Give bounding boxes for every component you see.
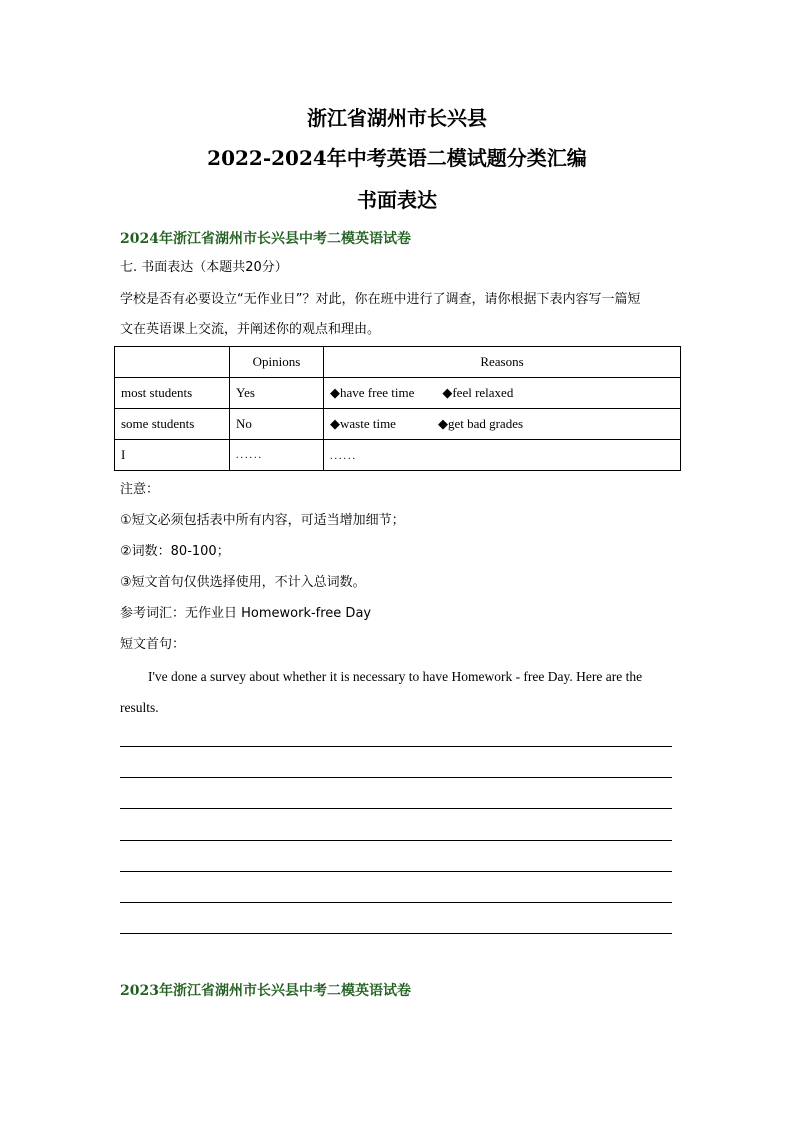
reason-2: ◆get bad grades	[437, 416, 524, 431]
reason-1: ......	[330, 451, 357, 462]
reason-1: ◆have free time	[330, 385, 415, 400]
table-header-cell	[115, 347, 230, 378]
table-row	[115, 409, 681, 440]
row-who: most students	[115, 378, 230, 409]
answer-line[interactable]	[120, 933, 672, 934]
section-heading-2024: 2024年浙江省湖州市长兴县中考二模英语试卷	[120, 231, 411, 247]
prompt-line-1: 学校是否有必要设立“无作业日”？对此，你在班中进行了调查，请你根据下表内容写一篇短	[120, 292, 641, 307]
opening-sentence-line-2: results.	[120, 700, 159, 715]
document-title-topic: 书面表达	[357, 188, 437, 212]
notes-label: 注意：	[120, 482, 160, 497]
row-reasons	[324, 409, 681, 440]
answer-line[interactable]	[120, 902, 672, 903]
opening-label: 短文首句：	[120, 637, 186, 652]
document-title-region: 浙江省湖州市长兴县	[307, 106, 487, 130]
table-header-opinions: Opinions	[230, 347, 324, 378]
row-who: I	[115, 440, 230, 471]
note-item-2: ②词数：80-100；	[120, 544, 230, 559]
answer-line[interactable]	[120, 808, 672, 809]
survey-table	[114, 346, 681, 471]
row-opinion: No	[230, 409, 324, 440]
row-reasons	[324, 378, 681, 409]
note-item-1: ①短文必须包括表中所有内容，可适当增加细节；	[120, 513, 405, 528]
vocab-note: 参考词汇：无作业日 Homework-free Day	[120, 606, 372, 621]
table-row	[115, 440, 681, 471]
document-title-series: 2022-2024年中考英语二模试题分类汇编	[207, 146, 587, 170]
table-row	[115, 378, 681, 409]
answer-line[interactable]	[120, 777, 672, 778]
row-who: some students	[115, 409, 230, 440]
opening-sentence-line-1: I've done a survey about whether it is necessary to have Homework - free Day. Here are the	[148, 669, 643, 684]
prompt-line-2: 文在英语课上交流，并阐述你的观点和理由。	[120, 322, 381, 337]
answer-line[interactable]	[120, 746, 672, 747]
row-reasons	[324, 440, 681, 471]
answer-line[interactable]	[120, 840, 672, 841]
table-header-row	[115, 347, 681, 378]
row-opinion: ......	[230, 440, 324, 471]
note-item-3: ③短文首句仅供选择使用，不计入总词数。	[120, 575, 366, 590]
question-title: 七. 书面表达（本题共20分）	[120, 260, 288, 275]
table-header-reasons: Reasons	[324, 347, 681, 378]
answer-line[interactable]	[120, 871, 672, 872]
reason-2: ◆feel relaxed	[442, 385, 514, 400]
row-opinion: Yes	[230, 378, 324, 409]
section-heading-2023: 2023年浙江省湖州市长兴县中考二模英语试卷	[120, 983, 411, 999]
reason-1: ◆waste time	[330, 416, 396, 431]
